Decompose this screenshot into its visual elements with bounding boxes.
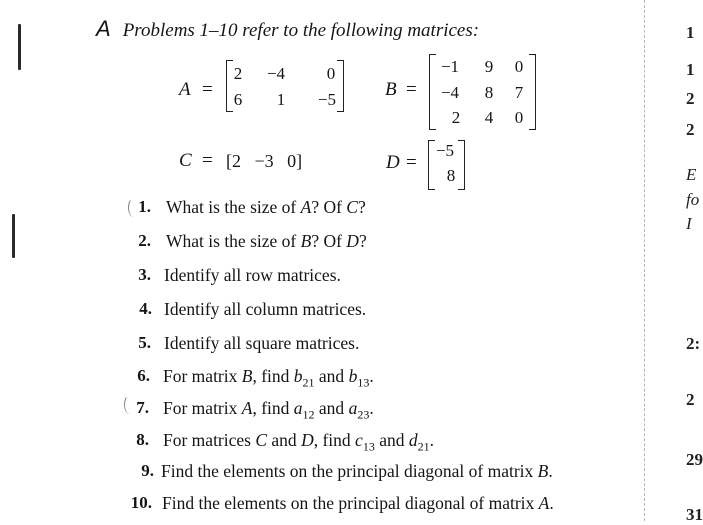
section-letter: A [96, 16, 111, 41]
problem-text [163, 366, 374, 391]
matrix-a-cell: 0 [326, 64, 336, 83]
problem-number: 8. [136, 430, 149, 449]
right-margin-fragment: 1 [686, 60, 695, 79]
matrix-c-equals: = [202, 150, 213, 171]
problem-number: 10. [130, 493, 152, 512]
problem-text-pre: For matrix [163, 366, 242, 386]
matrix-d-right-bracket [458, 140, 465, 190]
right-margin-fragment: fo [686, 190, 700, 209]
right-margin-fragment: 31 [686, 505, 703, 524]
matrix-b-label: B [385, 79, 397, 100]
problem-text-post: . [548, 461, 553, 481]
element-ref [293, 398, 315, 422]
left-margin-bar-top [18, 24, 21, 70]
problem-text-mid: , find [252, 398, 294, 418]
matrix-ref: C [346, 197, 358, 217]
matrix-ref: B [537, 461, 549, 481]
element-ref-subscript: 21 [417, 439, 430, 454]
section-heading [96, 16, 479, 42]
problem-text-pre: For matrices [163, 430, 256, 450]
problem-text-plain: Identify all column matrices. [164, 299, 367, 319]
element-ref-letter: a [293, 398, 303, 418]
problem-text [166, 197, 366, 218]
right-margin-fragment: 29 [686, 450, 703, 469]
problem-text-post: . [429, 430, 434, 450]
element-ref-subscript: 12 [302, 407, 315, 422]
element-ref-subscript: 23 [357, 407, 370, 422]
left-margin-bar-bottom [12, 214, 15, 258]
matrix-b-right-bracket [529, 54, 536, 130]
matrix-a-label: A [179, 79, 191, 100]
matrix-b-equals: = [406, 79, 417, 100]
matrix-ref: D [346, 231, 359, 251]
matrix-a-cell: 1 [276, 90, 286, 109]
element-ref [355, 430, 375, 454]
matrix-ref: C [255, 430, 268, 450]
problem-number: 7. [136, 398, 149, 417]
problem-text-and: and [314, 366, 349, 386]
matrix-b-cell: −1 [440, 57, 460, 76]
problem-text [164, 299, 366, 320]
element-ref [408, 430, 430, 454]
problem-text-pre: Find the elements on the principal diagonal of matrix [161, 461, 538, 481]
matrix-ref: B [241, 366, 253, 386]
problem-text [164, 265, 341, 286]
problem-text [166, 231, 367, 252]
element-ref [348, 398, 370, 422]
right-margin-fragment: 1 [686, 23, 695, 42]
problem-number: 9. [141, 461, 154, 480]
element-ref-letter: b [348, 366, 358, 386]
element-ref-letter: b [293, 366, 303, 386]
matrix-ref: A [538, 493, 550, 513]
problem-text-mid: ? Of [311, 197, 347, 217]
matrix-d-label: D [386, 152, 400, 173]
problem-text-post: ? [357, 197, 366, 217]
problem-text-mid: ? Of [311, 231, 347, 251]
matrix-b-cell: 7 [514, 83, 524, 102]
right-margin-fragment: 2 [686, 390, 695, 409]
matrix-b-cell: 9 [484, 57, 494, 76]
matrix-a-right-bracket [337, 60, 344, 112]
matrix-ref: D [301, 430, 314, 450]
matrix-d-cell: 8 [446, 166, 456, 185]
section-intro: Problems 1–10 refer to the following matrices: [122, 20, 480, 41]
problem-text-mid: , find [252, 366, 294, 386]
matrix-a-cell: −5 [317, 90, 337, 109]
matrix-ref: A [241, 398, 253, 418]
element-ref-letter: d [408, 430, 418, 450]
matrix-b-cell: 0 [514, 108, 524, 127]
matrix-b-cell: 8 [484, 83, 494, 102]
matrix-ref: B [300, 231, 312, 251]
matrix-a-equals: = [202, 79, 213, 100]
matrix-c-row: [2 −3 0] [226, 151, 303, 171]
right-margin-fragment: E [686, 165, 697, 184]
matrix-a-cell: 2 [233, 64, 243, 83]
right-margin-fragment: 2 [686, 120, 695, 139]
matrix-c-label: C [179, 150, 192, 171]
problem-number: 1. [138, 197, 151, 216]
problem-text-and: and [374, 430, 409, 450]
problem-text-and: and [314, 398, 349, 418]
problem-number: 3. [138, 265, 151, 284]
problem-text-pre: For matrix [163, 398, 242, 418]
problem-text [162, 493, 554, 514]
problem-text [163, 398, 374, 423]
element-ref [293, 366, 315, 390]
problem-text-pre: What is the size of [166, 231, 301, 251]
problem-text-post: . [369, 398, 374, 418]
right-margin-fragment: 2: [686, 334, 701, 353]
problem-text-mid: and [267, 430, 302, 450]
right-margin-fragment: 2 [686, 89, 695, 108]
problem-text-post: ? [358, 231, 367, 251]
element-ref-subscript: 13 [357, 375, 370, 390]
problem-number: 6. [137, 366, 150, 385]
matrix-b-cell: 0 [514, 57, 524, 76]
problem-text-mid: , find [313, 430, 356, 450]
problem-number: 2. [138, 231, 151, 250]
matrix-b-cell: −4 [440, 83, 460, 102]
element-ref-subscript: 13 [362, 439, 375, 454]
problem-text [163, 430, 434, 455]
problem-text [164, 333, 359, 354]
element-ref-letter: c [355, 430, 363, 450]
problem-text-pre: What is the size of [166, 197, 301, 217]
element-ref-subscript: 21 [302, 375, 315, 390]
problem-text-plain: Identify all row matrices. [164, 265, 341, 285]
matrix-a-cell: 6 [233, 90, 243, 109]
problem-number: 5. [138, 333, 151, 352]
problem-text-pre: Find the elements on the principal diagonal of matrix [162, 493, 539, 513]
problem-text-post: . [549, 493, 554, 513]
page-divider [644, 0, 645, 521]
element-ref-letter: a [348, 398, 358, 418]
right-margin-fragment: I [686, 214, 692, 233]
matrix-b-cell: 4 [484, 108, 494, 127]
matrix-b-cell: 2 [451, 108, 461, 127]
matrix-d-cell: −5 [435, 141, 455, 160]
problem-text-post: . [369, 366, 374, 386]
matrix-ref: A [300, 197, 312, 217]
problem-number: 4. [139, 299, 152, 318]
element-ref [348, 366, 370, 390]
problem-text [161, 461, 553, 482]
matrix-d-equals: = [406, 152, 417, 173]
matrix-a-cell: −4 [266, 64, 286, 83]
problem-text-plain: Identify all square matrices. [164, 333, 360, 353]
